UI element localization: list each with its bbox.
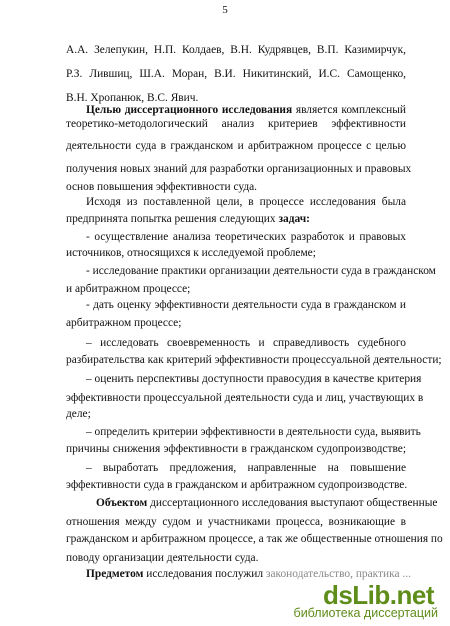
text-line: причины снижения эффективности в гражданском судопроизводстве; [66,443,406,455]
watermark-logo: dsLib.net [322,580,434,610]
list-item: – оценить перспективы доступности правосудия в качестве критерия [86,373,422,385]
text-line: деле; [66,408,91,420]
paragraph-line: Целью диссертационного исследования является комплексный [86,104,406,116]
text-line: поводу организации деятельности суда. [66,552,259,564]
text-line: эффективности процессуальной деятельности суда и лиц, участвующих в [66,392,424,404]
list-item: - исследование практики организации деятельности суда в гражданском [86,265,436,277]
list-item: - дать оценку эффективности деятельности суда в гражданском и [86,299,406,311]
paragraph-line: предпринята попытка решения следующих задач: [66,213,310,225]
bold-term: Целью диссертационного исследования [86,104,293,116]
text-line: источников, относящихся к исследуемой проблеме; [66,247,316,259]
watermark [264,580,444,620]
text-line: разбирательства как критерий эффективности процессуальной деятельности; [66,354,442,366]
page-number: 5 [222,4,228,16]
text-line: арбитражном процессе; [66,317,182,329]
text-line: основ повышения эффективности суда. [66,181,258,193]
text-line: деятельности суда в гражданском и арбитражном процессе с целью [66,140,406,152]
bold-term: Объектом [96,497,148,509]
paragraph-line: Объектом диссертационного исследования выступают общественные [96,497,438,509]
watermark-subtitle: библиотека диссертаций [293,606,438,620]
list-item: – выработать предложения, направленные на повышение [86,462,406,474]
list-item: - осуществление анализа теоретических разработок и правовых [86,231,406,243]
text-line: гражданском и арбитражном процессе, а так же общественные отношения по [66,533,443,545]
bold-term: задач: [278,213,310,225]
list-item: – исследовать своевременность и справедливость судебного [86,337,406,349]
text-line: отношения между судом и участниками процесса, возникающие в [66,516,406,528]
text-line: А.А. Зелепукин, Н.П. Колдаев, В.Н. Кудрявцев, В.П. Казимирчук, [66,44,406,56]
text-line: и арбитражном процессе; [66,283,191,295]
text-line: Р.З. Лившиц, Ш.А. Моран, В.И. Никитинский, И.С. Самощенко, [66,68,406,80]
text-line: Исходя из поставленной цели, в процессе исследования была [86,196,406,208]
list-item: – определить критерии эффективности в деятельности суда, выявить [86,426,421,438]
bold-term: Предметом [86,568,144,580]
text-line: В.Н. Хропанюк, В.С. Явич. [66,92,199,104]
paragraph-line: Предметом исследования послужил законодательство, практика ... [86,568,411,580]
text-line: эффективности суда в гражданском и арбитражном судопроизводстве. [66,479,408,491]
text-line: получения новых знаний для разработки организационных и правовых [66,163,412,175]
text-line: теоретико-методологический анализ критериев эффективности [66,118,406,130]
